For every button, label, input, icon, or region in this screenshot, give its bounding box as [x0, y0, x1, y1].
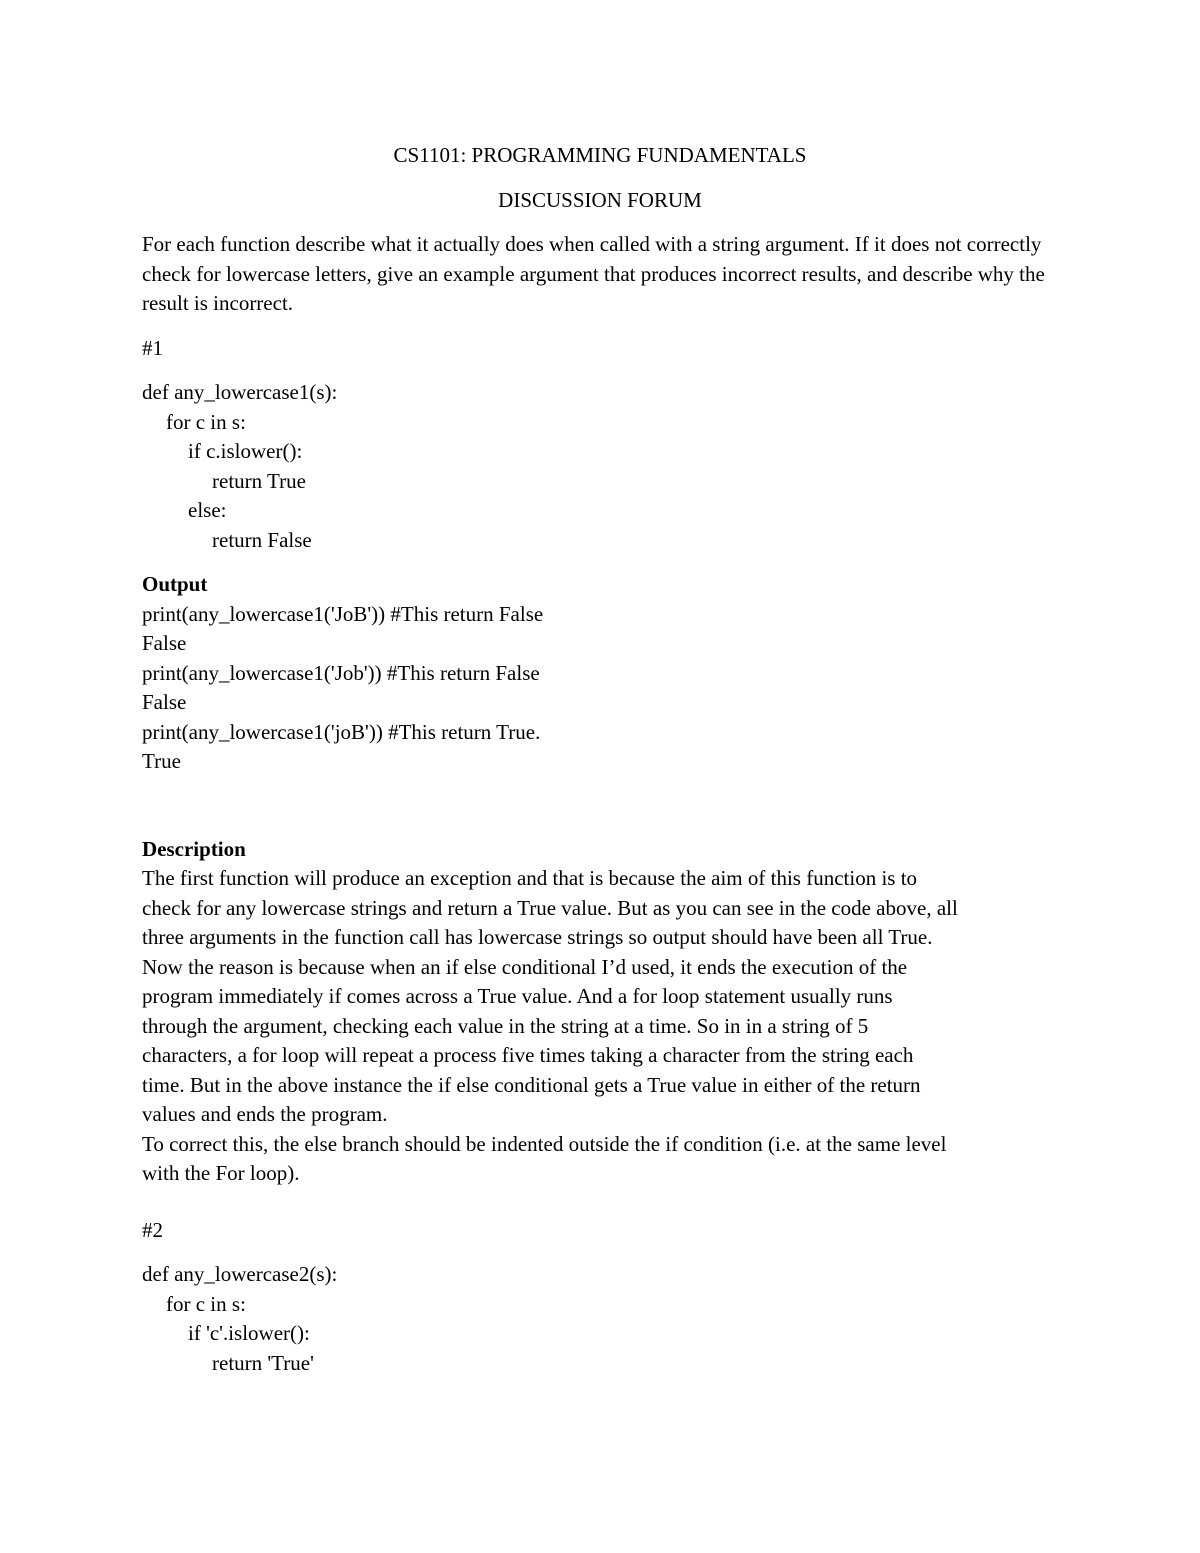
description-line: time. But in the above instance the if else conditional gets a True value in either of the return — [142, 1072, 921, 1097]
output-line: True — [142, 749, 181, 773]
description-line: program immediately if comes across a True value. And a for loop statement usually runs — [142, 984, 893, 1008]
spacer — [142, 777, 1062, 835]
output-line: print(any_lowercase1('joB')) #This return True. — [142, 719, 541, 744]
description-line: with the For loop). — [142, 1161, 300, 1185]
code-line: def any_lowercase1(s): — [142, 380, 338, 404]
description-line: To correct this, the else branch should be indented outside the if condition (i.e. at the same level — [142, 1131, 947, 1156]
output-line: False — [142, 690, 187, 714]
output-heading: Output — [142, 572, 208, 596]
code-line: else: — [188, 498, 227, 522]
code-line: if 'c'.islower(): — [188, 1321, 310, 1345]
code-line: return True — [212, 468, 306, 493]
code-line: def any_lowercase2(s): — [142, 1262, 338, 1286]
description-line: The first function will produce an exception and that is because the aim of this function is to — [142, 866, 918, 890]
section-1-label: #1 — [142, 335, 163, 360]
intro-paragraph: For each function describe what it actually does when called with a string argument. If it does not correctly check for lowercase letters, give an example argument that produces incorrect results, and describe why the result is incorrect. — [142, 232, 1045, 315]
code-line: for c in s: — [166, 409, 246, 434]
description-heading: Description — [142, 836, 246, 861]
output-line: False — [142, 631, 187, 655]
code-block-2 — [142, 1260, 1062, 1378]
code-block-1 — [142, 378, 1062, 555]
description-line: Now the reason is because when an if else conditional I’d used, it ends the execution of the — [142, 954, 908, 979]
document-subtitle: DISCUSSION FORUM — [498, 187, 702, 212]
description-section — [142, 835, 1062, 1189]
code-line: return 'True' — [212, 1350, 314, 1375]
description-line: through the argument, checking each value in the string at a time. So in in a string of 5 — [142, 1013, 869, 1038]
code-line: if c.islower(): — [188, 439, 303, 463]
code-line: return False — [212, 527, 312, 552]
output-line: print(any_lowercase1('Job')) #This return False — [142, 660, 540, 685]
description-line: three arguments in the function call has lowercase strings so output should have been all True. — [142, 925, 933, 949]
section-2-label: #2 — [142, 1217, 163, 1242]
description-line: characters, a for loop will repeat a process five times taking a character from the string each — [142, 1043, 914, 1067]
document-content — [142, 141, 1062, 1393]
spacer — [142, 1189, 1062, 1216]
document-title: CS1101: PROGRAMMING FUNDAMENTALS — [393, 143, 807, 167]
description-line: values and ends the program. — [142, 1102, 388, 1126]
description-line: check for any lowercase strings and return a True value. But as you can see in the code above, all — [142, 895, 958, 920]
output-line: print(any_lowercase1('JoB')) #This return False — [142, 601, 544, 626]
code-line: for c in s: — [166, 1291, 246, 1316]
output-section — [142, 570, 1062, 777]
